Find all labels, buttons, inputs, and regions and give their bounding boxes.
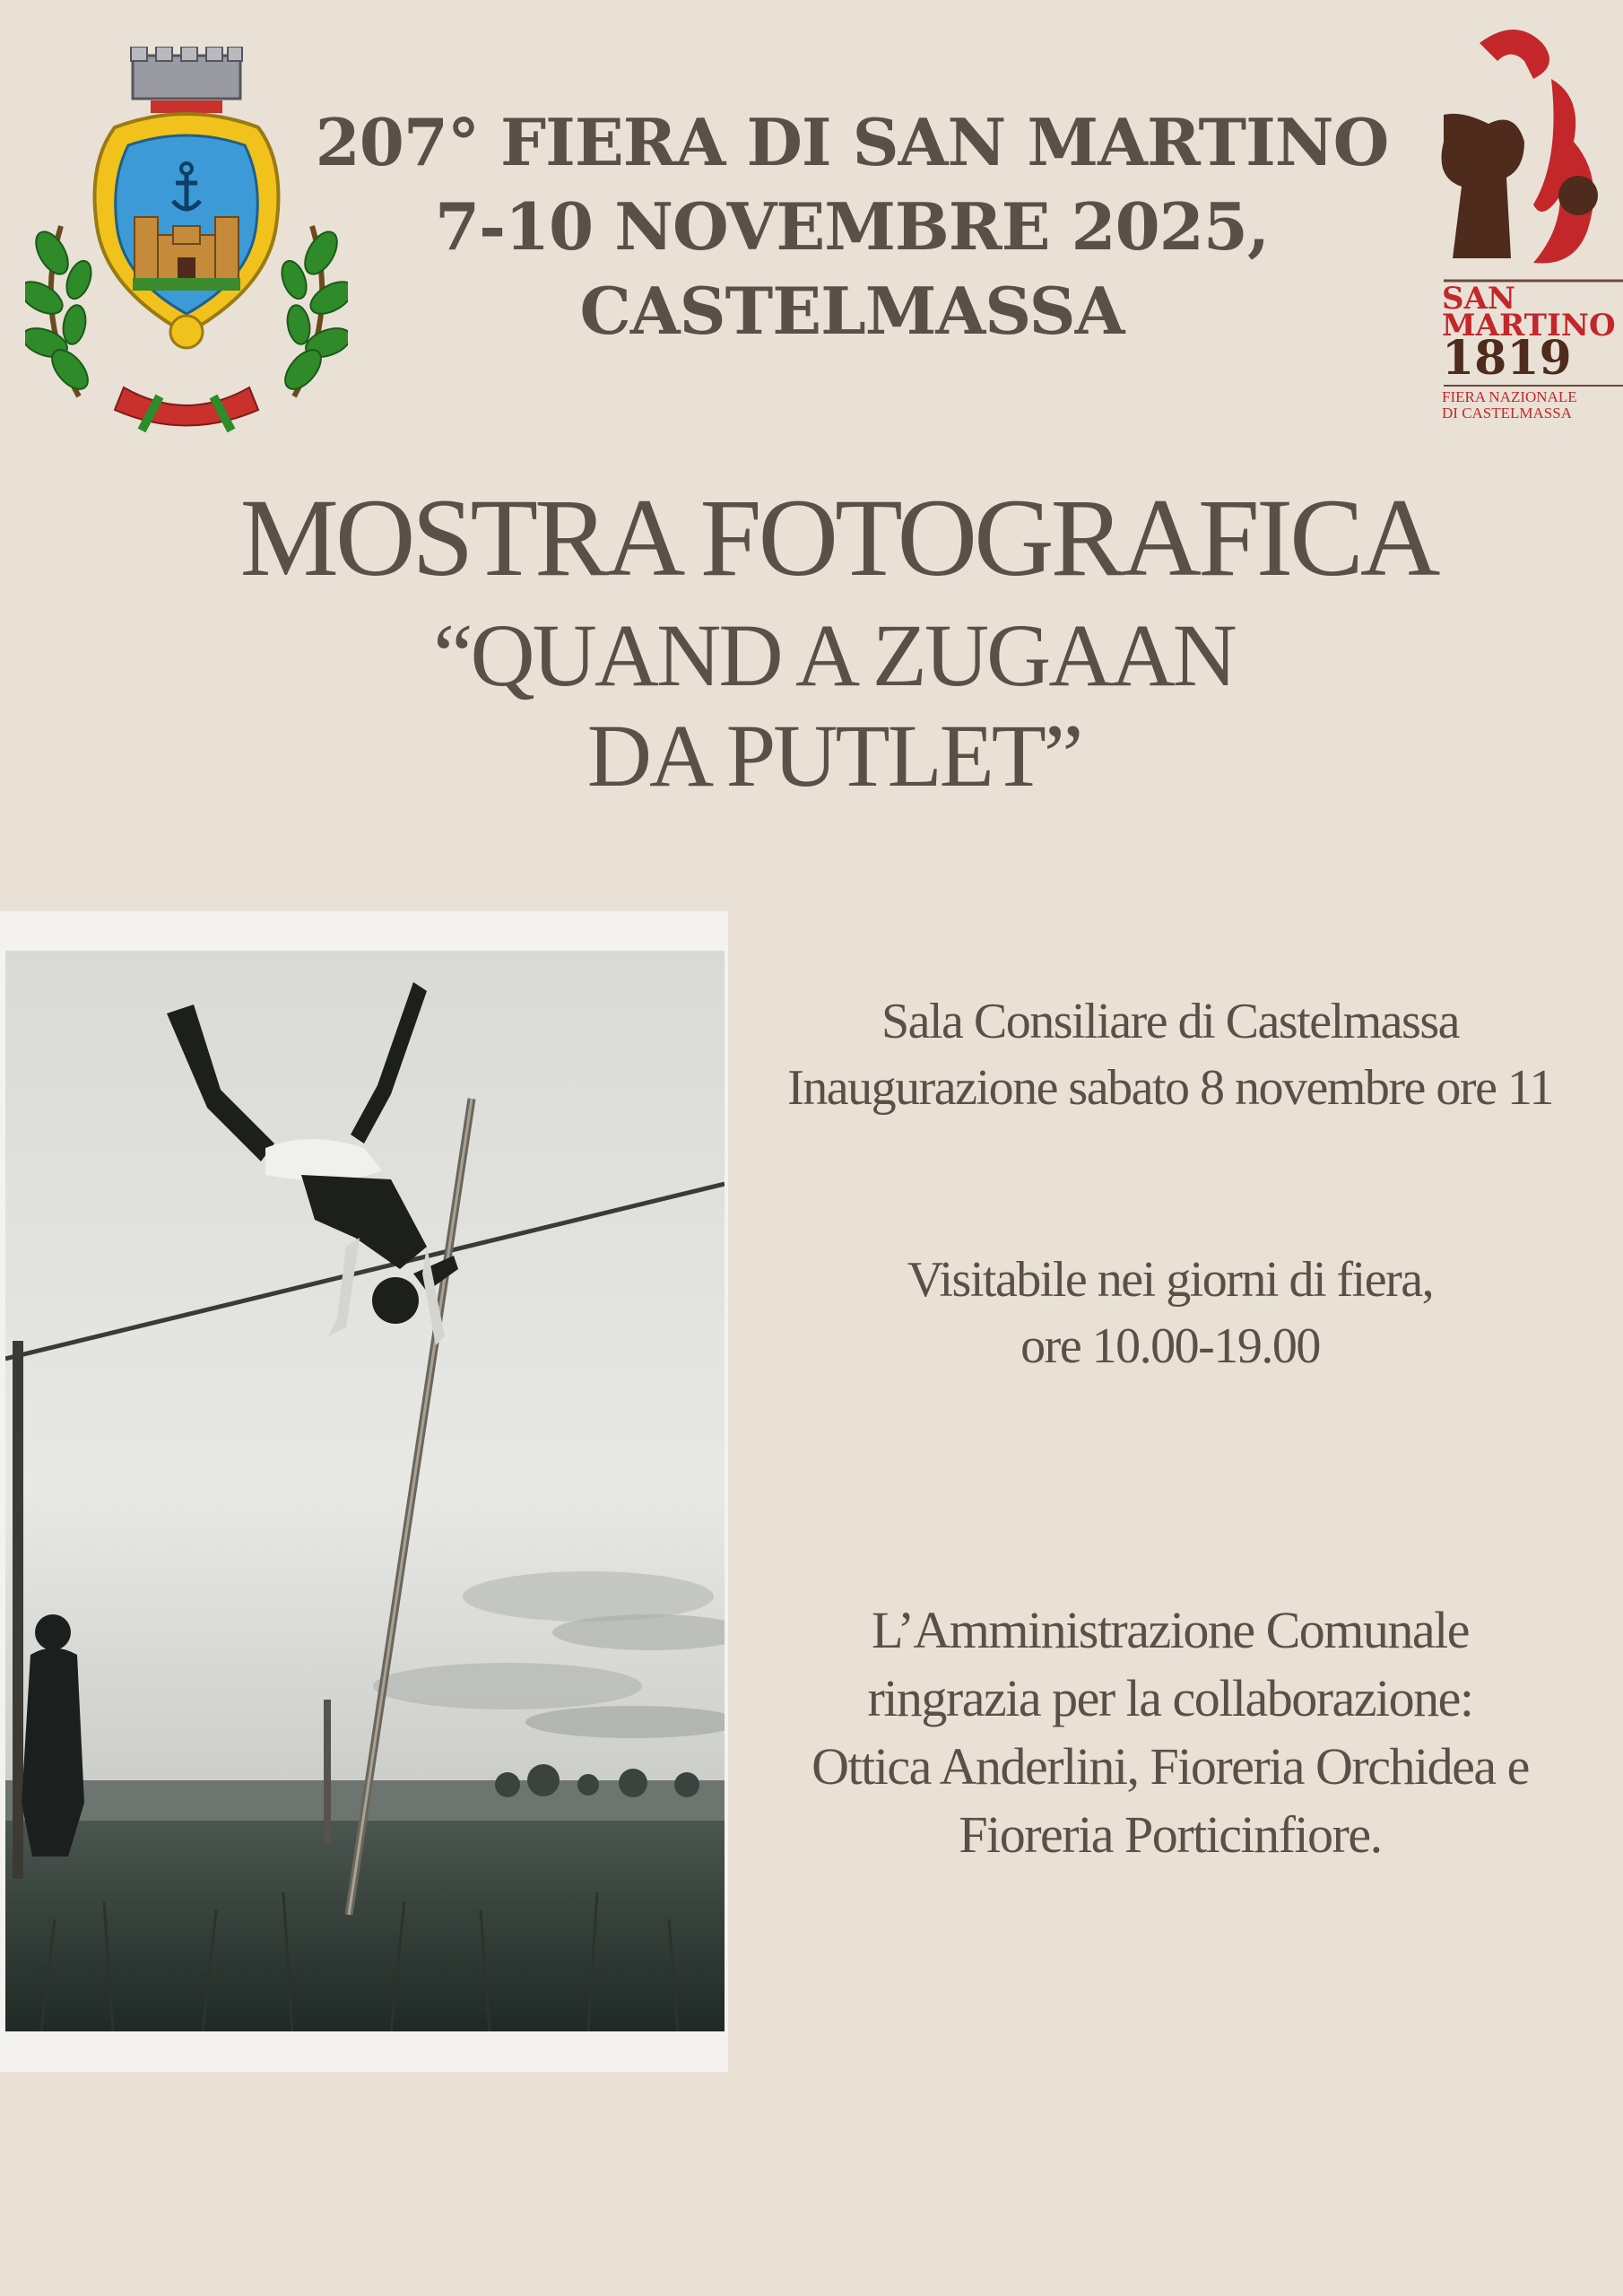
thanks-line-1: L’Amministrazione Comunale: [871, 1601, 1469, 1659]
header-line-1: 207° FIERA DI SAN MARTINO: [315, 104, 1389, 180]
logo-name-line2: MARTINO: [1442, 308, 1616, 344]
header-line-3: CASTELMASSA: [579, 273, 1124, 349]
thanks-line-4: Fioreria Porticinfiore.: [959, 1805, 1382, 1864]
logo-tagline: [1442, 389, 1577, 422]
logo-name-line1: SAN: [1442, 281, 1516, 317]
exhibition-subtitle-line-1: “QUAND A ZUGAAN: [433, 605, 1235, 705]
logo-tagline-line2: DI CASTELMASSA: [1442, 404, 1572, 422]
thanks-line-2: ringrazia per la collaborazione:: [867, 1669, 1473, 1727]
venue-text: Sala Consiliare di Castelmassa: [881, 994, 1459, 1049]
logo-year: 1819: [1442, 331, 1572, 386]
logo-tagline-line1: FIERA NAZIONALE: [1442, 388, 1577, 405]
opening-text: Inaugurazione sabato 8 novembre ore 11: [787, 1060, 1553, 1116]
exhibition-subtitle-line-2: DA PUTLET”: [586, 706, 1081, 805]
thanks-line-3: Ottica Anderlini, Fioreria Orchidea e: [812, 1737, 1529, 1796]
header-line-2: 7-10 NOVEMBRE 2025,: [434, 188, 1270, 265]
exhibition-title: MOSTRA FOTOGRAFICA: [239, 476, 1437, 599]
pole-vault-photo: [5, 951, 725, 2031]
visiting-hours-text: ore 10.00-19.00: [1020, 1318, 1320, 1374]
visiting-days-text: Visitabile nei giorni di fiera,: [907, 1252, 1434, 1308]
